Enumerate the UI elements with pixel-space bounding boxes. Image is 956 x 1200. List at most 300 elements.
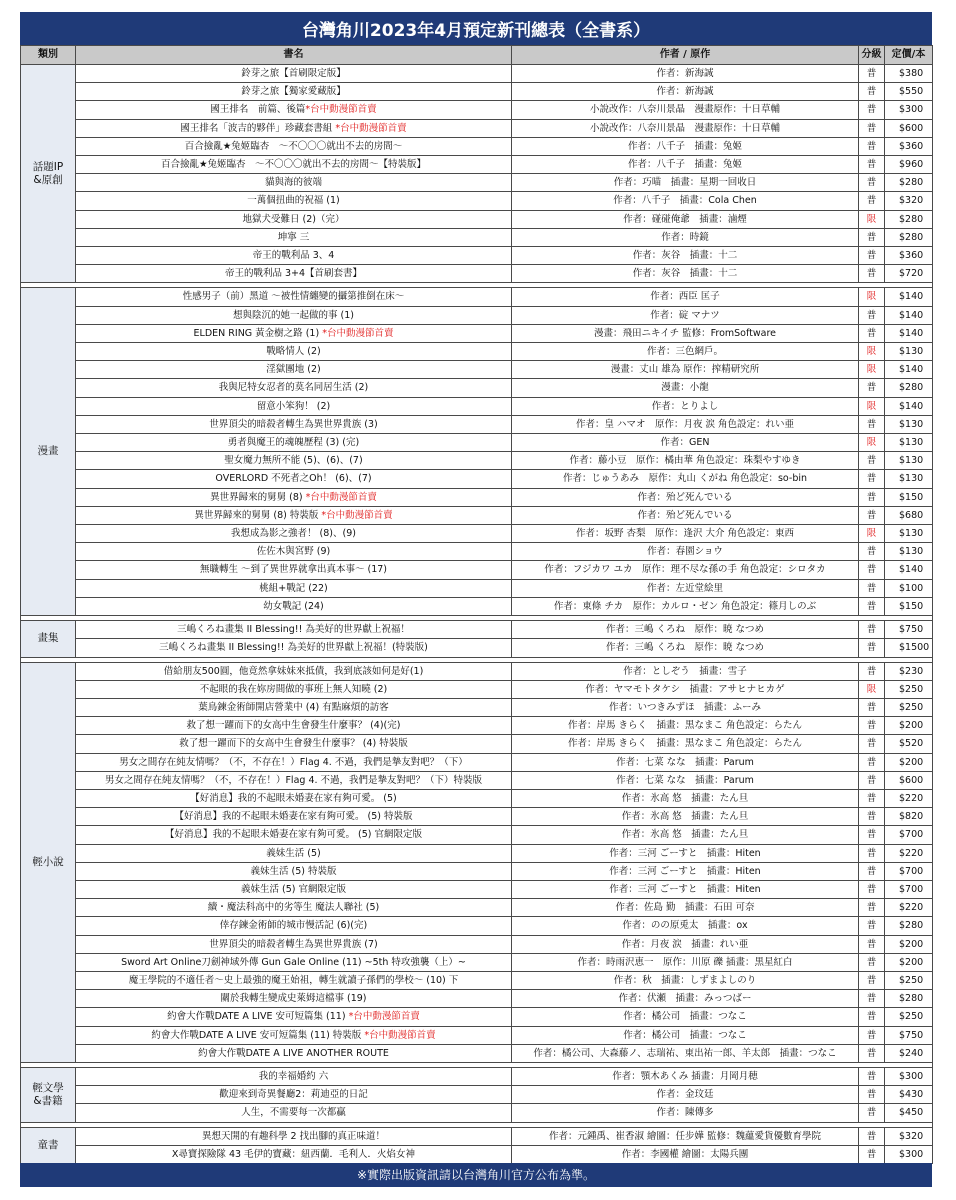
- price-cell: $680: [885, 506, 933, 524]
- table-row: [21, 343, 933, 361]
- rating-cell: 普: [859, 379, 885, 397]
- price-cell: $280: [885, 210, 933, 228]
- table-row: [21, 174, 933, 192]
- book-title-cell: [76, 753, 512, 771]
- table-row: [21, 470, 933, 488]
- book-title: 想與陰沉的她一起做的事 (1): [233, 309, 354, 321]
- table-body: [21, 65, 933, 1164]
- price-cell: $720: [885, 265, 933, 283]
- release-table: [20, 45, 933, 1164]
- rating-cell: 限: [859, 210, 885, 228]
- price-cell: $600: [885, 771, 933, 789]
- book-title: 桃組+戰記 (22): [259, 582, 328, 594]
- book-title-cell: [76, 1127, 512, 1145]
- book-title: 三嶋くろね畫集 II Blessing!! 為美好的世界獻上祝福！: [177, 624, 410, 636]
- author-cell: 作者：氷高 悠 插畫：たん旦: [512, 826, 859, 844]
- author-cell: 作者：左近堂絵里: [512, 579, 859, 597]
- rating-cell: 限: [859, 397, 885, 415]
- table-row: [21, 698, 933, 716]
- table-row: [21, 543, 933, 561]
- price-cell: $140: [885, 288, 933, 306]
- price-cell: $750: [885, 1026, 933, 1044]
- book-title-cell: [76, 899, 512, 917]
- price-cell: $280: [885, 379, 933, 397]
- author-cell: 作者：殆ど死んでいる: [512, 506, 859, 524]
- price-cell: $250: [885, 1008, 933, 1026]
- table-row: [21, 1145, 933, 1163]
- book-title-cell: [76, 415, 512, 433]
- rating-cell: 普: [859, 1086, 885, 1104]
- category-cell: 輕小說: [21, 662, 76, 1062]
- book-title: 勇者與魔王的魂魄歷程 (3) (完): [227, 437, 360, 449]
- rating-cell: 普: [859, 543, 885, 561]
- book-title-cell: [76, 156, 512, 174]
- table-row: [21, 265, 933, 283]
- table-row: [21, 324, 933, 342]
- table-row: [21, 228, 933, 246]
- book-title: 義妹生活 (5) 官網限定版: [241, 883, 346, 895]
- header-price: 定價/本: [885, 46, 933, 65]
- book-title: 坤寧 三: [277, 231, 310, 243]
- rating-cell: 普: [859, 506, 885, 524]
- price-cell: $550: [885, 83, 933, 101]
- page-title: 台灣角川2023年4月預定新刊總表（全書系）: [20, 12, 932, 45]
- rating-cell: 普: [859, 83, 885, 101]
- table-row: [21, 953, 933, 971]
- book-title-cell: [76, 844, 512, 862]
- rating-cell: 普: [859, 917, 885, 935]
- price-cell: $130: [885, 543, 933, 561]
- book-title-cell: [76, 1086, 512, 1104]
- table-row: [21, 662, 933, 680]
- rating-cell: 普: [859, 862, 885, 880]
- rating-cell: 普: [859, 137, 885, 155]
- price-cell: $300: [885, 101, 933, 119]
- book-title: 帝王的戰利品 3、4: [252, 250, 335, 262]
- rating-cell: 限: [859, 434, 885, 452]
- author-cell: 作者：灰谷 插畫：十二: [512, 247, 859, 265]
- price-cell: $700: [885, 826, 933, 844]
- author-cell: 作者：のの原兎太 插畫：ox: [512, 917, 859, 935]
- book-title: 魔王學院的不適任者～史上最強的魔王始祖，轉生就讀子孫們的學校～ (10) 下: [128, 974, 459, 986]
- table-row: [21, 137, 933, 155]
- price-cell: $200: [885, 953, 933, 971]
- book-title-cell: [76, 119, 512, 137]
- author-cell: 作者：橘公司、大森藤ノ、志瑞祐、東出祐一郎、羊太郎 插畫：つなこ: [512, 1044, 859, 1062]
- author-cell: 作者：三色網戶。: [512, 343, 859, 361]
- header-rating: 分級: [859, 46, 885, 65]
- book-title: 人生，不需要每一次都贏: [241, 1107, 346, 1119]
- book-title: 無職轉生 ～到了異世界就拿出真本事～ (17): [199, 564, 388, 576]
- rating-cell: 普: [859, 990, 885, 1008]
- price-cell: $140: [885, 324, 933, 342]
- author-cell: 作者：伏瀬 插畫：みっつばー: [512, 990, 859, 1008]
- rating-cell: 普: [859, 247, 885, 265]
- book-title-cell: [76, 210, 512, 228]
- promo-note: *台中動漫節首賣: [348, 1011, 420, 1023]
- author-cell: 漫畫：小龍: [512, 379, 859, 397]
- book-title-cell: [76, 917, 512, 935]
- category-cell: 畫集: [21, 621, 76, 657]
- category-cell: 話題IP &原創: [21, 65, 76, 283]
- author-cell: 作者：月夜 涙 插畫：れい亜: [512, 935, 859, 953]
- table-row: [21, 808, 933, 826]
- book-title-cell: [76, 1067, 512, 1085]
- book-title: 義妹生活 (5): [266, 847, 321, 859]
- rating-cell: 普: [859, 662, 885, 680]
- price-cell: $130: [885, 470, 933, 488]
- book-title: 約會大作戰DATE A LIVE 安可短篇集 (11): [167, 1011, 349, 1023]
- price-cell: $450: [885, 1104, 933, 1122]
- rating-cell: 普: [859, 192, 885, 210]
- table-row: [21, 971, 933, 989]
- book-title: 男女之間存在純友情嗎？（不，不存在！）Flag 4. 不過，我們是摯友對吧？（下）: [119, 756, 468, 768]
- book-title-cell: [76, 1044, 512, 1062]
- author-cell: 作者：氷高 悠 插畫：たん旦: [512, 789, 859, 807]
- book-title-cell: [76, 808, 512, 826]
- book-title: 歡迎來到奇異餐廳2：莉迪亞的日記: [219, 1089, 368, 1101]
- author-cell: 作者：藤小豆 原作：橘由華 角色設定：珠梨やすゆき: [512, 452, 859, 470]
- author-cell: 作者：氷高 悠 插畫：たん旦: [512, 808, 859, 826]
- price-cell: $320: [885, 1127, 933, 1145]
- author-cell: 作者：西臣 匡子: [512, 288, 859, 306]
- price-cell: $150: [885, 597, 933, 615]
- book-title: 不起眼的我在妳房間做的事班上無人知曉 (2): [199, 683, 388, 695]
- rating-cell: 普: [859, 771, 885, 789]
- promo-note: *台中動漫節首賣: [321, 509, 393, 521]
- book-title-cell: [76, 434, 512, 452]
- price-cell: $100: [885, 579, 933, 597]
- price-cell: $140: [885, 561, 933, 579]
- book-title-cell: [76, 639, 512, 657]
- promo-note: *台中動漫節首賣: [305, 104, 377, 116]
- author-cell: 作者：橘公司 插畫：つなこ: [512, 1026, 859, 1044]
- author-cell: 作者：岸馬 きらく 插畫：黒なまこ 角色設定：らたん: [512, 717, 859, 735]
- table-row: [21, 434, 933, 452]
- table-row: [21, 247, 933, 265]
- author-cell: 作者：春園ショウ: [512, 543, 859, 561]
- book-title-cell: [76, 771, 512, 789]
- book-title: 留意小笨狗！ (2): [256, 400, 331, 412]
- book-title-cell: [76, 698, 512, 716]
- table-row: [21, 379, 933, 397]
- rating-cell: 普: [859, 597, 885, 615]
- book-title-cell: [76, 525, 512, 543]
- book-title: 異世界歸來的舅舅 (8): [210, 491, 306, 503]
- price-cell: $300: [885, 1067, 933, 1085]
- book-title-cell: [76, 65, 512, 83]
- price-cell: $280: [885, 990, 933, 1008]
- book-title: 關於我轉生變成史萊姆這檔事 (19): [220, 993, 367, 1005]
- book-title: 倖存鍊金術師的城市慢活記 (6)(完): [219, 920, 368, 932]
- book-title: 三嶋くろね畫集 II Blessing!! 為美好的世界獻上祝福！(特裝版): [159, 642, 428, 654]
- book-title-cell: [76, 397, 512, 415]
- rating-cell: 普: [859, 156, 885, 174]
- promo-note: *台中動漫節首賣: [305, 491, 377, 503]
- book-title-cell: [76, 192, 512, 210]
- price-cell: $240: [885, 1044, 933, 1062]
- price-cell: $1500: [885, 639, 933, 657]
- table-row: [21, 561, 933, 579]
- book-title: 幼女戰記 (24): [263, 600, 324, 612]
- rating-cell: 普: [859, 1044, 885, 1062]
- price-cell: $220: [885, 789, 933, 807]
- book-title-cell: [76, 174, 512, 192]
- table-row: [21, 397, 933, 415]
- author-cell: 作者：七菜 なな 插畫：Parum: [512, 753, 859, 771]
- price-cell: $250: [885, 971, 933, 989]
- table-row: [21, 65, 933, 83]
- price-cell: $250: [885, 680, 933, 698]
- price-cell: $820: [885, 808, 933, 826]
- table-row: [21, 826, 933, 844]
- author-cell: 作者：新海誠: [512, 65, 859, 83]
- author-cell: 漫畫：丈山 雄為 原作：搾精研究所: [512, 361, 859, 379]
- table-row: [21, 935, 933, 953]
- price-cell: $430: [885, 1086, 933, 1104]
- author-cell: 作者：三嶋 くろね 原作：暁 なつめ: [512, 621, 859, 639]
- table-row: [21, 1067, 933, 1085]
- rating-cell: 普: [859, 971, 885, 989]
- price-cell: $130: [885, 452, 933, 470]
- book-title: 戰略情人 (2): [266, 346, 321, 358]
- table-row: [21, 844, 933, 862]
- price-cell: $750: [885, 621, 933, 639]
- table-row: [21, 288, 933, 306]
- category-cell: 漫畫: [21, 288, 76, 616]
- rating-cell: 限: [859, 680, 885, 698]
- book-title-cell: [76, 488, 512, 506]
- book-title: 地獄犬受難日 (2)（完）: [242, 213, 345, 225]
- book-title-cell: [76, 324, 512, 342]
- price-cell: $130: [885, 343, 933, 361]
- book-title-cell: [76, 543, 512, 561]
- book-title-cell: [76, 789, 512, 807]
- table-row: [21, 753, 933, 771]
- price-cell: $280: [885, 228, 933, 246]
- release-schedule: [20, 12, 932, 1187]
- promo-note: *台中動漫節首賣: [335, 122, 407, 134]
- rating-cell: 普: [859, 561, 885, 579]
- book-title: 我與尼特女忍者的莫名同居生活 (2): [218, 382, 369, 394]
- book-title: 世界頂尖的暗殺者轉生為異世界貴族 (3): [209, 418, 378, 430]
- rating-cell: 普: [859, 470, 885, 488]
- book-title-cell: [76, 1104, 512, 1122]
- table-row: [21, 735, 933, 753]
- rating-cell: 普: [859, 119, 885, 137]
- book-title: 一萬個扭曲的祝福 (1): [247, 195, 340, 207]
- price-cell: $140: [885, 306, 933, 324]
- table-row: [21, 306, 933, 324]
- price-cell: $220: [885, 844, 933, 862]
- category-cell: 輕文學 &書籍: [21, 1067, 76, 1122]
- price-cell: $250: [885, 698, 933, 716]
- author-cell: 作者：顎木あくみ 插畫：月岡月穂: [512, 1067, 859, 1085]
- table-row: [21, 680, 933, 698]
- book-title-cell: [76, 137, 512, 155]
- rating-cell: 普: [859, 228, 885, 246]
- book-title-cell: [76, 717, 512, 735]
- price-cell: $280: [885, 917, 933, 935]
- book-title: 貓與海的彼端: [264, 177, 322, 189]
- book-title: 帝王的戰利品 3+4【首刷套書】: [224, 268, 363, 280]
- author-cell: 作者：殆ど死んでいる: [512, 488, 859, 506]
- author-cell: 作者：時鏡: [512, 228, 859, 246]
- table-row: [21, 361, 933, 379]
- table-row: [21, 1086, 933, 1104]
- table-row: [21, 717, 933, 735]
- table-row: [21, 415, 933, 433]
- table-row: [21, 597, 933, 615]
- book-title: 世界頂尖的暗殺者轉生為異世界貴族 (7): [209, 938, 378, 950]
- rating-cell: 普: [859, 579, 885, 597]
- table-row: [21, 488, 933, 506]
- price-cell: $230: [885, 662, 933, 680]
- author-cell: 作者：橘公司 插畫：つなこ: [512, 1008, 859, 1026]
- rating-cell: 普: [859, 1104, 885, 1122]
- table-row: [21, 525, 933, 543]
- book-title-cell: [76, 826, 512, 844]
- book-title-cell: [76, 680, 512, 698]
- author-cell: 作者：じゅうあみ 原作：丸山 くがね 角色設定：so-bin: [512, 470, 859, 488]
- book-title-cell: [76, 343, 512, 361]
- author-cell: 作者：八千子 插畫：兔姬: [512, 156, 859, 174]
- price-cell: $700: [885, 862, 933, 880]
- book-title-cell: [76, 506, 512, 524]
- book-title: 異想天開的有趣科學 2 找出腳的真正味道！: [201, 1130, 386, 1142]
- rating-cell: 限: [859, 361, 885, 379]
- table-row: [21, 119, 933, 137]
- rating-cell: 普: [859, 844, 885, 862]
- book-title: 我的幸福婚約 六: [258, 1070, 329, 1082]
- table-row: [21, 1044, 933, 1062]
- author-cell: 作者：三河 ごーすと 插畫：Hiten: [512, 862, 859, 880]
- price-cell: $360: [885, 247, 933, 265]
- author-cell: 作者：八千子 插畫：兔姬: [512, 137, 859, 155]
- rating-cell: 限: [859, 343, 885, 361]
- book-title: X尋寶探險隊 43 毛伊的寶藏：紐西蘭．毛利人．火焰女神: [171, 1148, 416, 1160]
- rating-cell: 普: [859, 306, 885, 324]
- price-cell: $380: [885, 65, 933, 83]
- book-title: 救了想一躍而下的女高中生會發生什麼事？ (4) 特裝版: [179, 738, 408, 750]
- rating-cell: 普: [859, 1026, 885, 1044]
- book-title-cell: [76, 579, 512, 597]
- book-title-cell: [76, 306, 512, 324]
- rating-cell: 普: [859, 735, 885, 753]
- author-cell: 作者：八千子 插畫：Cola Chen: [512, 192, 859, 210]
- price-cell: $960: [885, 156, 933, 174]
- book-title: 【好消息】我的不起眼未婚妻在家有夠可愛。 (5): [190, 792, 397, 804]
- book-title: ELDEN RING 黃金樹之路 (1): [193, 327, 323, 339]
- header-title: 書名: [76, 46, 512, 65]
- book-title-cell: [76, 561, 512, 579]
- book-title: 鈴芽之旅【獨家愛藏版】: [241, 86, 346, 98]
- table-row: [21, 1008, 933, 1026]
- rating-cell: 普: [859, 1067, 885, 1085]
- table-row: [21, 83, 933, 101]
- book-title: 佐佐木與宮野 (9): [256, 546, 331, 558]
- book-title: 聖女魔力無所不能 (5)、(6)、(7): [224, 455, 363, 467]
- book-title: 男女之間存在純友情嗎？（不，不存在！）Flag 4. 不過，我們是摯友對吧？（下）特裝版: [104, 774, 483, 786]
- table-row: [21, 621, 933, 639]
- author-cell: 作者：岸馬 きらく 插畫：黒なまこ 角色設定：らたん: [512, 735, 859, 753]
- price-cell: $200: [885, 717, 933, 735]
- rating-cell: 普: [859, 415, 885, 433]
- book-title: 異世界歸來的舅舅 (8) 特裝版: [194, 509, 322, 521]
- book-title-cell: [76, 379, 512, 397]
- book-title: 【好消息】我的不起眼未婚妻在家有夠可愛。 (5) 特裝版: [174, 811, 413, 823]
- book-title-cell: [76, 470, 512, 488]
- table-row: [21, 452, 933, 470]
- author-cell: 小說改作：八奈川景晶 漫畫原作：十日草輔: [512, 119, 859, 137]
- book-title: 性感男子（前）黑道 ～被性情纏變的攝第推倒在床～: [182, 291, 405, 303]
- rating-cell: 普: [859, 174, 885, 192]
- footer-note: ※實際出版資訊請以台灣角川官方公布為準。: [20, 1163, 932, 1187]
- promo-note: *台中動漫節首賣: [322, 327, 394, 339]
- book-title: 葉鳥鍊金術師開店營業中 (4) 有點麻煩的訪客: [198, 701, 389, 713]
- rating-cell: 普: [859, 698, 885, 716]
- book-title: 百合撿亂★兔姬臨杏 ～不〇〇〇就出不去的房間～: [184, 140, 403, 152]
- price-cell: $140: [885, 361, 933, 379]
- book-title-cell: [76, 597, 512, 615]
- book-title-cell: [76, 452, 512, 470]
- book-title: 國王排名 前篇、後篇: [210, 104, 306, 116]
- rating-cell: 普: [859, 717, 885, 735]
- author-cell: 作者：東條 チカ 原作：カルロ・ゼン 角色設定：篠月しのぶ: [512, 597, 859, 615]
- table-row: [21, 506, 933, 524]
- author-cell: 作者：碰碰俺爺 插畫：滷煙: [512, 210, 859, 228]
- author-cell: 作者：三嶋 くろね 原作：暁 なつめ: [512, 639, 859, 657]
- book-title-cell: [76, 101, 512, 119]
- table-row: [21, 639, 933, 657]
- rating-cell: 普: [859, 1127, 885, 1145]
- book-title-cell: [76, 1008, 512, 1026]
- book-title: Sword Art Online刀劍神域外傳 Gun Gale Online (11) ~5th 特攻強襲（上）~: [121, 956, 466, 968]
- book-title-cell: [76, 265, 512, 283]
- author-cell: 作者：新海誠: [512, 83, 859, 101]
- rating-cell: 普: [859, 324, 885, 342]
- author-cell: 作者：李國權 繪圖：太陽兵團: [512, 1145, 859, 1163]
- price-cell: $130: [885, 525, 933, 543]
- book-title: 淫獄團地 (2): [266, 364, 321, 376]
- rating-cell: 普: [859, 488, 885, 506]
- author-cell: 作者：坂野 杏梨 原作：逢沢 大介 角色設定：東西: [512, 525, 859, 543]
- author-cell: 作者：七菜 なな 插畫：Parum: [512, 771, 859, 789]
- table-row: [21, 101, 933, 119]
- price-cell: $700: [885, 880, 933, 898]
- price-cell: $220: [885, 899, 933, 917]
- table-row: [21, 880, 933, 898]
- category-cell: 童書: [21, 1127, 76, 1163]
- author-cell: 作者：灰谷 插畫：十二: [512, 265, 859, 283]
- author-cell: 作者：佐島 勤 插畫：石田 可奈: [512, 899, 859, 917]
- price-cell: $200: [885, 935, 933, 953]
- author-cell: 小說改作：八奈川景晶 漫畫原作：十日草輔: [512, 101, 859, 119]
- price-cell: $280: [885, 174, 933, 192]
- rating-cell: 限: [859, 525, 885, 543]
- rating-cell: 普: [859, 789, 885, 807]
- table-row: [21, 192, 933, 210]
- book-title-cell: [76, 662, 512, 680]
- rating-cell: 普: [859, 265, 885, 283]
- book-title-cell: [76, 990, 512, 1008]
- rating-cell: 普: [859, 639, 885, 657]
- table-row: [21, 1026, 933, 1044]
- rating-cell: 普: [859, 899, 885, 917]
- rating-cell: 普: [859, 753, 885, 771]
- book-title: 百合撿亂★兔姬臨杏 ～不〇〇〇就出不去的房間～【特裝版】: [160, 159, 427, 171]
- table-row: [21, 1127, 933, 1145]
